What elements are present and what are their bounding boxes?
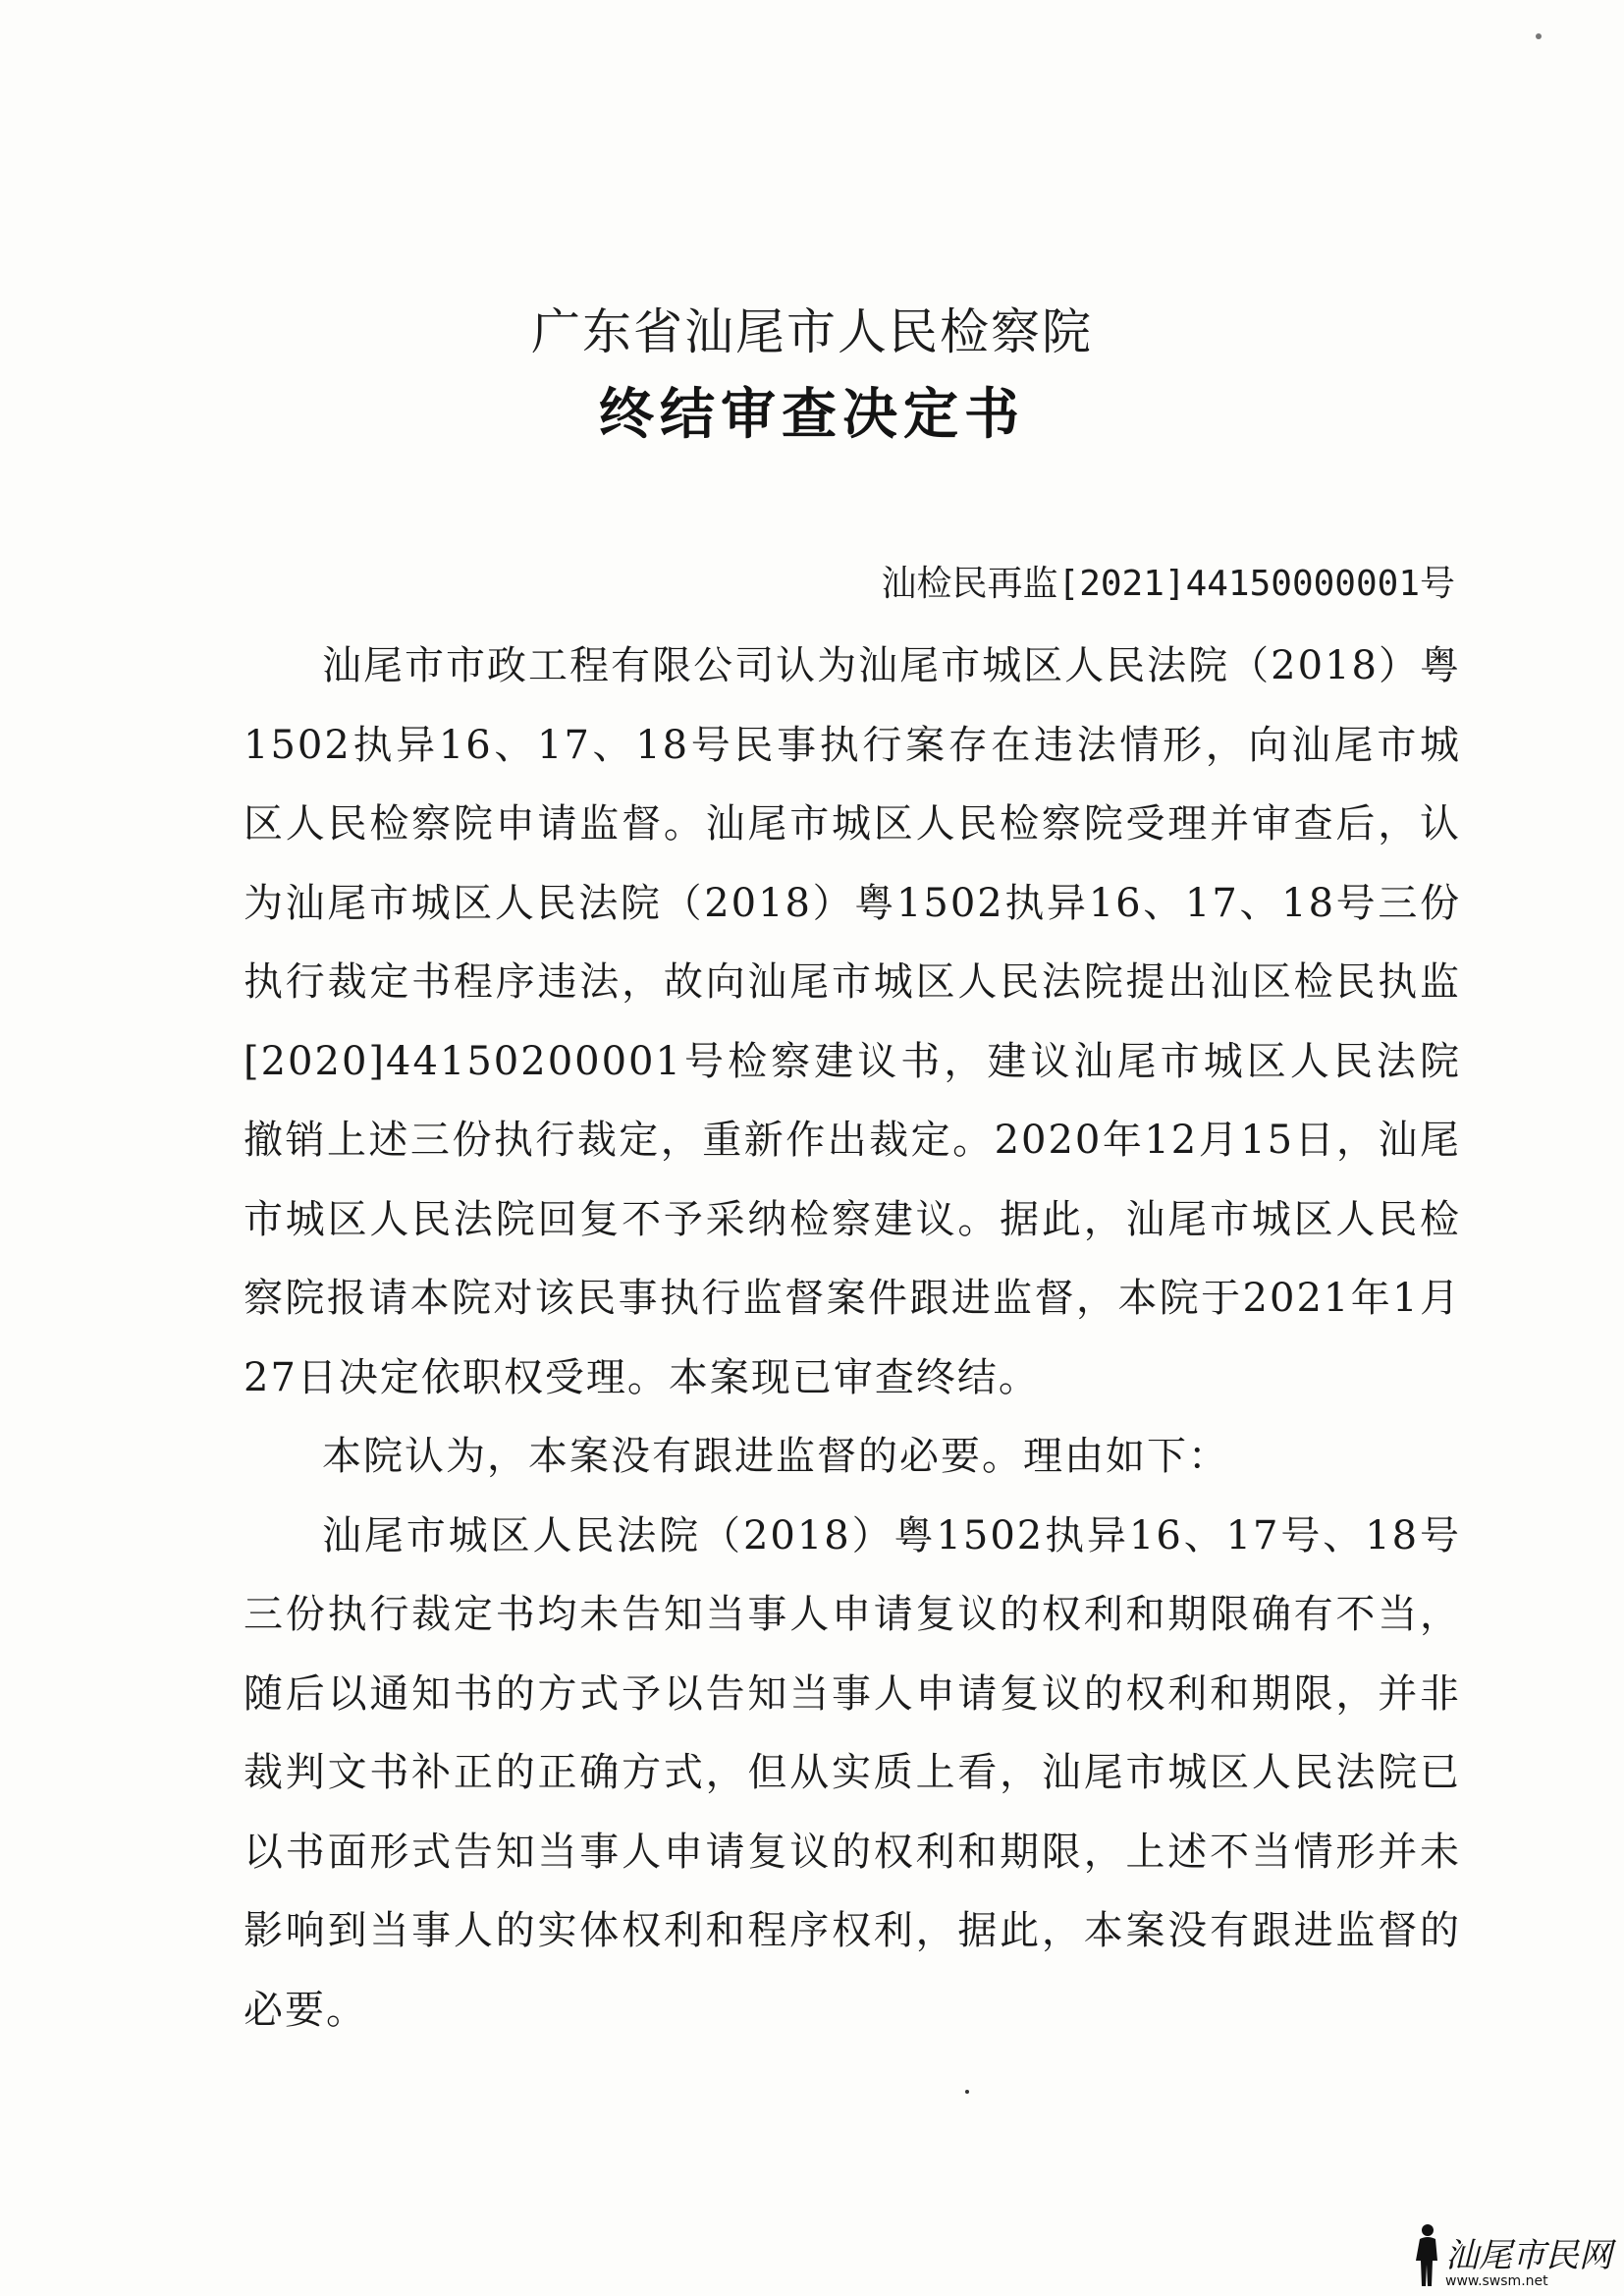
document-title: 终结审查决定书 (599, 383, 1025, 447)
watermark-site-name: 汕尾市民网 (1445, 2236, 1612, 2275)
paragraph-case-background: 汕尾市市政工程有限公司认为汕尾市城区人民法院（2018）粤1502执异16、17、18号民事执行案存在违法情形，向汕尾市城区人民检察院申请监督。汕尾市城区人民检察院受理并审查后，认为汕尾市城区人民法院（2018）粤1502执异16、17、18号三份执行裁定书程序违法，故向汕尾市城区人民法院提出汕区检民执监[2020]44150200001号检察建议书，建议汕尾市城区人民法院撤销上述三份执行裁定，重新作出裁定。2020年12月15日，汕尾市城区人民法院回复不予采纳检察建议。据此，汕尾市城区人民检察院报请本院对该民事执行监督案件跟进监督，本院于2021年1月27日决定依职权受理。本案现已审查终结。 (244, 643, 1461, 1400)
issuing-organization: 广东省汕尾市人民检察院 (531, 303, 1093, 360)
document-number: 汕检民再监[2021]44150000001号 (881, 564, 1455, 604)
scan-dot (965, 2090, 969, 2094)
site-watermark (1414, 2219, 1612, 2288)
watermark-url: www.swsm.net (1445, 2273, 1548, 2289)
paragraph-reasoning: 汕尾市城区人民法院（2018）粤1502执异16、17号、18号三份执行裁定书均未告知当事人申请复议的权利和期限确有不当，随后以通知书的方式予以告知当事人申请复议的权利和期限，并非裁判文书补正的正确方式，但从实质上看，汕尾市城区人民法院已以书面形式告知当事人申请复议的权利和期限，上述不当情形并未影响到当事人的实体权利和程序权利，据此，本案没有跟进监督的必要。 (244, 1512, 1461, 2033)
person-silhouette-icon (1414, 2223, 1439, 2288)
paragraph-opinion: 本院认为，本案没有跟进监督的必要。理由如下： (322, 1434, 1229, 1479)
document-body (244, 627, 1461, 2050)
scan-speck (1536, 33, 1542, 39)
